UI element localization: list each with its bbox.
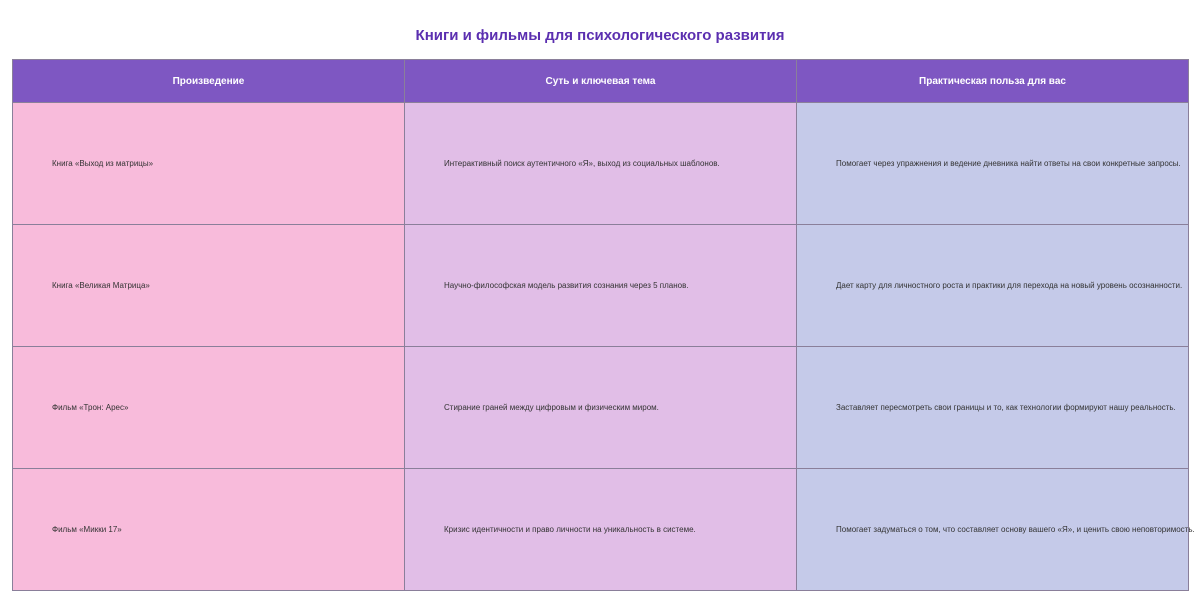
table-row xyxy=(13,347,1189,469)
page-title: Книги и фильмы для психологического развития xyxy=(415,27,785,44)
column-header-theme: Суть и ключевая тема xyxy=(405,60,797,103)
cell-benefit: Заставляет пересмотреть свои границы и то, как технологии формируют нашу реальность. xyxy=(797,347,1189,469)
cell-theme: Интерактивный поиск аутентичного «Я», выход из социальных шаблонов. xyxy=(405,103,797,225)
table-row xyxy=(13,225,1189,347)
cell-theme: Кризис идентичности и право личности на уникальность в системе. xyxy=(405,469,797,591)
cell-work: Книга «Выход из матрицы» xyxy=(13,103,405,225)
cell-benefit: Помогает через упражнения и ведение дневника найти ответы на свои конкретные запросы. xyxy=(797,103,1189,225)
table-row xyxy=(13,469,1189,591)
content-table xyxy=(12,59,1195,591)
cell-work: Книга «Великая Матрица» xyxy=(13,225,405,347)
column-header-benefit: Практическая польза для вас xyxy=(797,60,1189,103)
cell-work: Фильм «Трон: Арес» xyxy=(13,347,405,469)
column-header-work: Произведение xyxy=(13,60,405,103)
cell-work: Фильм «Микки 17» xyxy=(13,469,405,591)
table-header-row xyxy=(13,60,1189,103)
cell-benefit: Помогает задуматься о том, что составляет основу вашего «Я», и ценить свою неповторимость. xyxy=(797,469,1189,591)
cell-theme: Стирание граней между цифровым и физическим миром. xyxy=(405,347,797,469)
cell-benefit: Дает карту для личностного роста и практики для перехода на новый уровень осознанности. xyxy=(797,225,1189,347)
table-row xyxy=(13,103,1189,225)
cell-theme: Научно-философская модель развития сознания через 5 планов. xyxy=(405,225,797,347)
